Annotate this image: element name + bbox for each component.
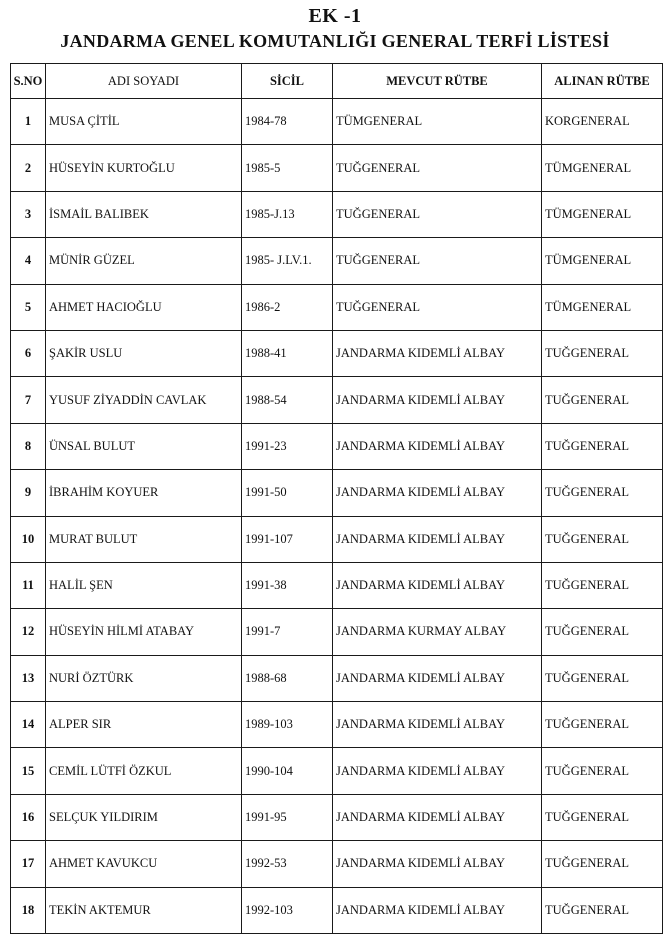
cell-name: İSMAİL BALIBEK — [46, 191, 242, 237]
cell-name: NURİ ÖZTÜRK — [46, 655, 242, 701]
cell-sno: 7 — [11, 377, 46, 423]
cell-sicil: 1991-23 — [242, 423, 333, 469]
cell-sicil: 1992-53 — [242, 841, 333, 887]
cell-sicil: 1991-38 — [242, 562, 333, 608]
cell-current-rank: JANDARMA KIDEMLİ ALBAY — [333, 562, 542, 608]
cell-new-rank: TUĞGENERAL — [542, 423, 663, 469]
table-row — [11, 887, 663, 933]
cell-name: ÜNSAL BULUT — [46, 423, 242, 469]
cell-new-rank: TUĞGENERAL — [542, 377, 663, 423]
column-header-new-rank: ALINAN RÜTBE — [542, 64, 663, 99]
cell-sno: 5 — [11, 284, 46, 330]
document-title: JANDARMA GENEL KOMUTANLIĞI GENERAL TERFİ LİSTESİ — [60, 31, 610, 51]
cell-sno: 12 — [11, 609, 46, 655]
table-row — [11, 794, 663, 840]
cell-sicil: 1984-78 — [242, 99, 333, 145]
cell-current-rank: TUĞGENERAL — [333, 145, 542, 191]
table-row — [11, 377, 663, 423]
cell-sicil: 1991-107 — [242, 516, 333, 562]
cell-new-rank: TUĞGENERAL — [542, 794, 663, 840]
table-row — [11, 238, 663, 284]
cell-name: MUSA ÇİTİL — [46, 99, 242, 145]
cell-sicil: 1985-5 — [242, 145, 333, 191]
table-row — [11, 423, 663, 469]
cell-sno: 9 — [11, 470, 46, 516]
cell-sno: 4 — [11, 238, 46, 284]
cell-new-rank: TUĞGENERAL — [542, 748, 663, 794]
cell-sno: 6 — [11, 330, 46, 376]
cell-sno: 1 — [11, 99, 46, 145]
cell-name: HÜSEYİN HİLMİ ATABAY — [46, 609, 242, 655]
cell-sno: 13 — [11, 655, 46, 701]
cell-name: MURAT BULUT — [46, 516, 242, 562]
cell-sno: 14 — [11, 702, 46, 748]
cell-sicil: 1991-95 — [242, 794, 333, 840]
cell-current-rank: TUĞGENERAL — [333, 238, 542, 284]
cell-current-rank: JANDARMA KIDEMLİ ALBAY — [333, 377, 542, 423]
table-row — [11, 702, 663, 748]
cell-sicil: 1985-J.13 — [242, 191, 333, 237]
table-row — [11, 284, 663, 330]
cell-current-rank: JANDARMA KIDEMLİ ALBAY — [333, 702, 542, 748]
cell-new-rank: TÜMGENERAL — [542, 238, 663, 284]
cell-new-rank: TUĞGENERAL — [542, 609, 663, 655]
cell-sicil: 1986-2 — [242, 284, 333, 330]
table-row — [11, 609, 663, 655]
cell-current-rank: TUĞGENERAL — [333, 191, 542, 237]
cell-name: AHMET KAVUKCU — [46, 841, 242, 887]
cell-sno: 18 — [11, 887, 46, 933]
table-header-row — [11, 64, 663, 99]
cell-current-rank: JANDARMA KIDEMLİ ALBAY — [333, 330, 542, 376]
cell-sno: 3 — [11, 191, 46, 237]
cell-new-rank: TUĞGENERAL — [542, 887, 663, 933]
cell-sicil: 1988-41 — [242, 330, 333, 376]
cell-current-rank: JANDARMA KIDEMLİ ALBAY — [333, 516, 542, 562]
cell-new-rank: TÜMGENERAL — [542, 191, 663, 237]
cell-current-rank: TUĞGENERAL — [333, 284, 542, 330]
cell-sno: 11 — [11, 562, 46, 608]
cell-name: YUSUF ZİYADDİN CAVLAK — [46, 377, 242, 423]
cell-new-rank: TUĞGENERAL — [542, 702, 663, 748]
cell-sno: 15 — [11, 748, 46, 794]
cell-current-rank: JANDARMA KIDEMLİ ALBAY — [333, 423, 542, 469]
cell-current-rank: JANDARMA KURMAY ALBAY — [333, 609, 542, 655]
cell-new-rank: TUĞGENERAL — [542, 516, 663, 562]
table-row — [11, 191, 663, 237]
cell-current-rank: JANDARMA KIDEMLİ ALBAY — [333, 470, 542, 516]
cell-sicil: 1992-103 — [242, 887, 333, 933]
cell-current-rank: JANDARMA KIDEMLİ ALBAY — [333, 887, 542, 933]
column-header-sno: S.NO — [11, 64, 46, 99]
cell-sicil: 1991-7 — [242, 609, 333, 655]
cell-sicil: 1988-54 — [242, 377, 333, 423]
cell-current-rank: JANDARMA KIDEMLİ ALBAY — [333, 794, 542, 840]
cell-new-rank: TUĞGENERAL — [542, 841, 663, 887]
cell-name: CEMİL LÜTFİ ÖZKUL — [46, 748, 242, 794]
cell-sicil: 1985- J.LV.1. — [242, 238, 333, 284]
cell-name: HALİL ŞEN — [46, 562, 242, 608]
cell-sno: 2 — [11, 145, 46, 191]
table-row — [11, 748, 663, 794]
table-row — [11, 145, 663, 191]
cell-sno: 16 — [11, 794, 46, 840]
cell-name: HÜSEYİN KURTOĞLU — [46, 145, 242, 191]
cell-new-rank: TUĞGENERAL — [542, 470, 663, 516]
cell-current-rank: JANDARMA KIDEMLİ ALBAY — [333, 841, 542, 887]
cell-current-rank: JANDARMA KIDEMLİ ALBAY — [333, 748, 542, 794]
column-header-sicil: SİCİL — [242, 64, 333, 99]
cell-new-rank: KORGENERAL — [542, 99, 663, 145]
cell-sno: 17 — [11, 841, 46, 887]
table-body — [11, 99, 663, 934]
cell-sicil: 1990-104 — [242, 748, 333, 794]
cell-sno: 10 — [11, 516, 46, 562]
cell-new-rank: TUĞGENERAL — [542, 330, 663, 376]
cell-name: SELÇUK YILDIRIM — [46, 794, 242, 840]
table-row — [11, 470, 663, 516]
annex-label: EK -1 — [308, 5, 362, 27]
cell-name: MÜNİR GÜZEL — [46, 238, 242, 284]
cell-name: TEKİN AKTEMUR — [46, 887, 242, 933]
cell-new-rank: TÜMGENERAL — [542, 284, 663, 330]
table-row — [11, 655, 663, 701]
cell-name: ŞAKİR USLU — [46, 330, 242, 376]
cell-new-rank: TÜMGENERAL — [542, 145, 663, 191]
promotion-table — [10, 63, 663, 934]
cell-sno: 8 — [11, 423, 46, 469]
cell-current-rank: JANDARMA KIDEMLİ ALBAY — [333, 655, 542, 701]
column-header-name: ADI SOYADI — [46, 64, 242, 99]
cell-name: ALPER SIR — [46, 702, 242, 748]
cell-new-rank: TUĞGENERAL — [542, 562, 663, 608]
cell-name: AHMET HACIOĞLU — [46, 284, 242, 330]
column-header-current-rank: MEVCUT RÜTBE — [333, 64, 542, 99]
table-row — [11, 99, 663, 145]
table-row — [11, 330, 663, 376]
cell-current-rank: TÜMGENERAL — [333, 99, 542, 145]
cell-sicil: 1991-50 — [242, 470, 333, 516]
cell-name: İBRAHİM KOYUER — [46, 470, 242, 516]
cell-sicil: 1988-68 — [242, 655, 333, 701]
cell-new-rank: TUĞGENERAL — [542, 655, 663, 701]
cell-sicil: 1989-103 — [242, 702, 333, 748]
table-row — [11, 562, 663, 608]
table-row — [11, 841, 663, 887]
table-row — [11, 516, 663, 562]
